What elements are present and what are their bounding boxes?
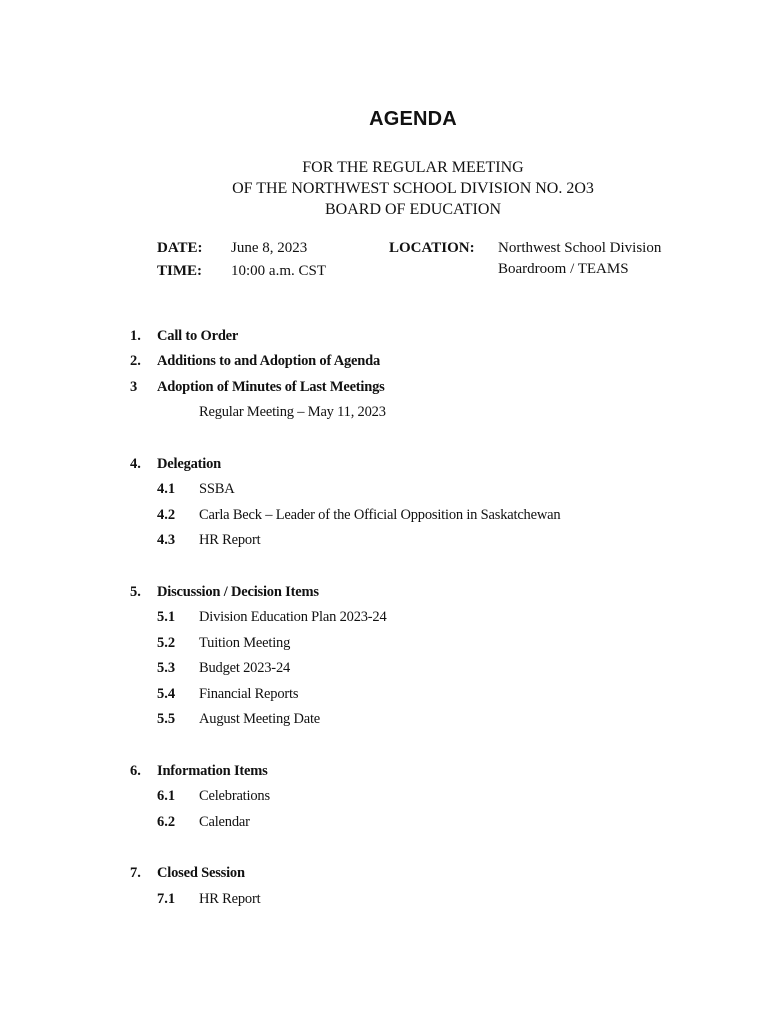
subitem-number: 4.3	[157, 532, 176, 548]
subitem-text: Tuition Meeting	[199, 635, 291, 651]
subitem-text: Financial Reports	[199, 686, 299, 702]
item-title-delegation: Delegation	[157, 456, 222, 472]
subitem-text: Calendar	[199, 814, 250, 830]
document-subtitle	[0, 157, 770, 220]
subitem-text: Celebrations	[199, 788, 270, 804]
subitem-number: 6.1	[157, 788, 176, 804]
subitem-text: Carla Beck – Leader of the Official Opposition in Saskatchewan	[199, 507, 561, 523]
subitem-text: SSBA	[199, 481, 235, 497]
subitem-text: August Meeting Date	[199, 711, 321, 727]
subitem-number: 5.3	[157, 660, 176, 676]
time-label: TIME:	[157, 263, 202, 279]
subitem-number: 6.2	[157, 814, 176, 830]
location-label: LOCATION:	[389, 240, 475, 256]
subitem-number: 4.1	[157, 481, 176, 497]
subitem-text: Budget 2023-24	[199, 660, 291, 676]
subitem-number: 5.5	[157, 711, 176, 727]
item-number: 2.	[130, 353, 141, 369]
date-value: June 8, 2023	[231, 240, 308, 256]
subitem-text: HR Report	[199, 891, 261, 907]
item-number: 1.	[130, 328, 141, 344]
item-number: 3	[130, 379, 138, 395]
document-title: AGENDA	[369, 108, 457, 130]
item-number: 7.	[130, 865, 141, 881]
location-line-1: Northwest School Division	[498, 240, 662, 256]
subitem-text: HR Report	[199, 532, 261, 548]
item-number: 5.	[130, 584, 141, 600]
subitem-number: 5.4	[157, 686, 176, 702]
time-value: 10:00 a.m. CST	[231, 263, 327, 279]
subitem-number: 5.2	[157, 635, 176, 651]
subtitle-line-2: OF THE NORTHWEST SCHOOL DIVISION NO. 2O3	[232, 180, 594, 197]
item-title-adoption-of-minutes: Adoption of Minutes of Last Meetings	[157, 379, 385, 395]
item-title-closed-session: Closed Session	[157, 865, 245, 881]
date-label: DATE:	[157, 240, 203, 256]
item-title-discussion-decision: Discussion / Decision Items	[157, 584, 319, 600]
subtitle-line-1: FOR THE REGULAR MEETING	[302, 159, 524, 176]
item-title-information-items: Information Items	[157, 763, 268, 779]
subitem-number: 7.1	[157, 891, 176, 907]
item-number: 6.	[130, 763, 141, 779]
subitem-number: 5.1	[157, 609, 176, 625]
subtitle-line-3: BOARD OF EDUCATION	[324, 201, 501, 218]
item-title-call-to-order: Call to Order	[157, 328, 239, 344]
subitem-number: 4.2	[157, 507, 176, 523]
location-line-2: Boardroom / TEAMS	[498, 261, 629, 277]
item-note-regular-meeting: Regular Meeting – May 11, 2023	[199, 404, 386, 420]
item-number: 4.	[130, 456, 141, 472]
subitem-text: Division Education Plan 2023-24	[199, 609, 387, 625]
item-title-adoption-of-agenda: Additions to and Adoption of Agenda	[157, 353, 381, 369]
